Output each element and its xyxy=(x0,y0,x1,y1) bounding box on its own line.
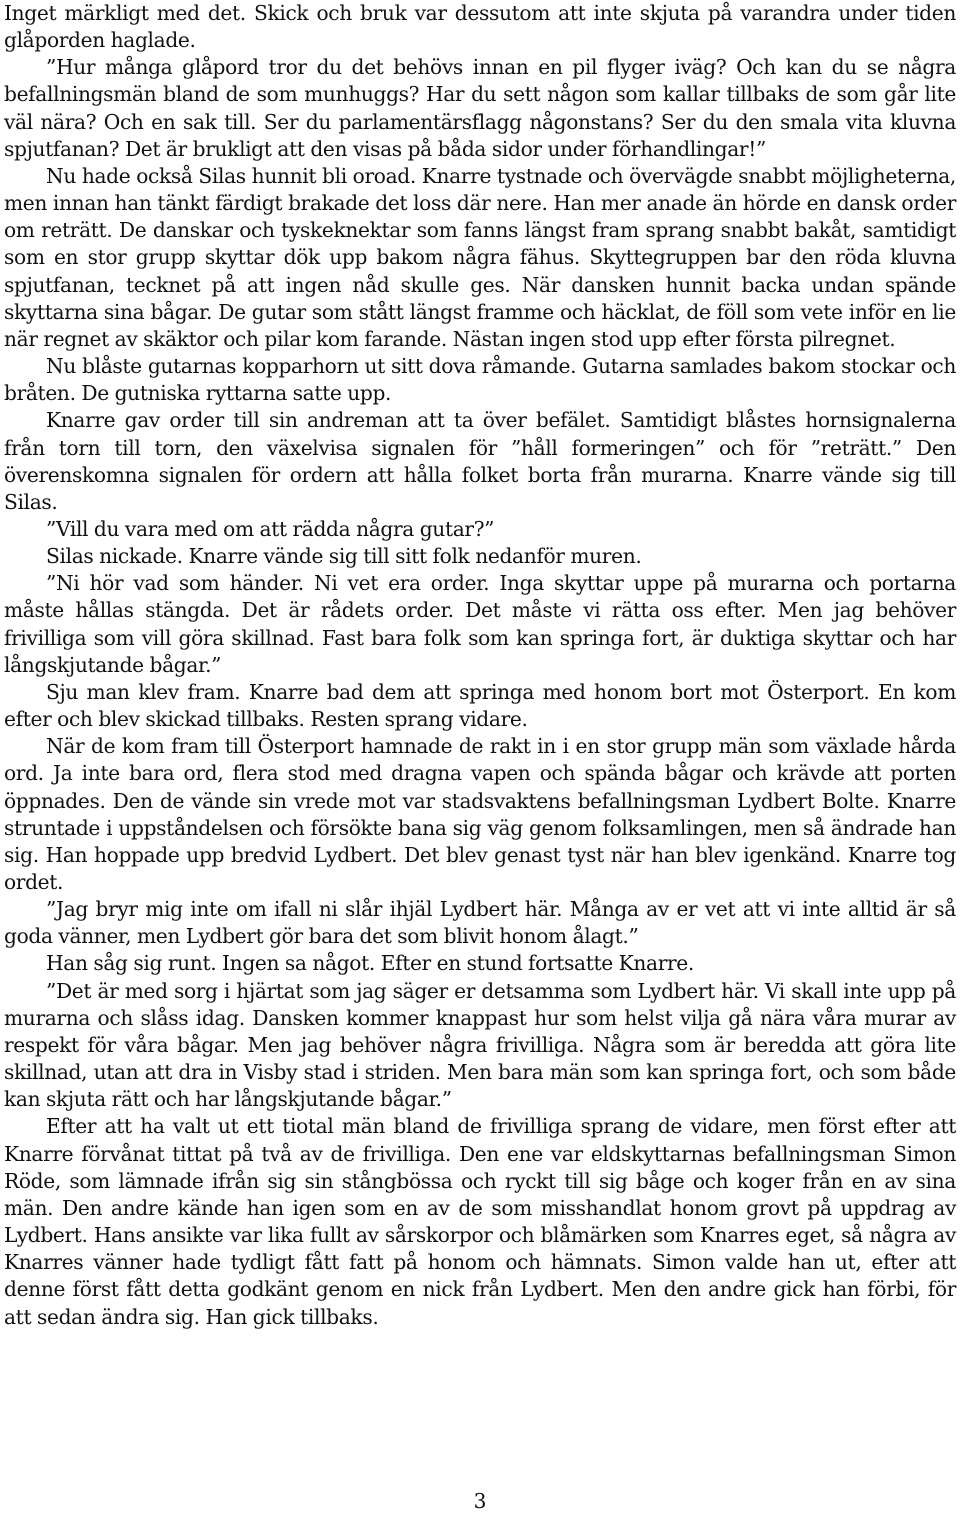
paragraph: ”Jag bryr mig inte om ifall ni slår ihjäl Lydbert här. Många av er vet att vi inte alltid är så goda vänner, men Lydbert gör bara det som blivit honom ålagt.” xyxy=(4,897,956,949)
paragraph: Knarre gav order till sin andreman att ta över befälet. Samtidigt blåstes hornsignalerna från torn till torn, den växelvisa signalen för ”håll formeringen” och för ”reträtt.” Den överenskomna signalen för ordern att hålla folket borta från murarna. Knarre vände sig till Silas. xyxy=(4,408,956,514)
paragraph: Nu blåste gutarnas kopparhorn ut sitt dova råmande. Gutarna samlades bakom stockar och bråten. De gutniska ryttarna satte upp. xyxy=(4,354,956,406)
paragraph: Efter att ha valt ut ett tiotal män bland de frivilliga sprang de vidare, men först efter att Knarre förvånat tittat på två av de frivilliga. Den ene var eldskyttarnas befallningsman Simon Röde, som lämnade ifrån sig sin stångbössa och ryckt till sig båge och koger från en av sina män. Den andre kände han igen som en av de som misshandlat honom grovt på uppdrag av Lydbert. Hans ansikte var lika fullt av sårskorpor och blåmärken som Knarres eget, så några av Knarres vänner hade tydligt fått fatt på honom och hämnats. Simon valde han ut, efter att denne först fått detta godkänt genom en nick från Lydbert. Men den andre gick han förbi, för att sedan ändra sig. Han gick tillbaks. xyxy=(4,1114,956,1329)
paragraph: ”Ni hör vad som händer. Ni vet era order. Inga skyttar uppe på murarna och portarna måste hållas stängda. Det är rådets order. Det måste vi rätta oss efter. Men jag behöver frivilliga som vill göra skillnad. Fast bara folk som kan springa fort, är duktiga skyttar och har långskjutande bågar.” xyxy=(4,571,956,677)
paragraph: När de kom fram till Österport hamnade de rakt in i en stor grupp män som växlade hårda ord. Ja inte bara ord, flera stod med dragna vapen och spända bågar och krävde att porten öppnades. Den de vände sin vrede mot var stadsvaktens befallningsman Lydbert Bolte. Knarre struntade i uppståndelsen och försökte bana sig väg genom folksamlingen, men så ändrade han sig. Han hoppade upp bredvid Lydbert. Det blev genast tyst när han blev igenkänd. Knarre tog ordet. xyxy=(4,734,956,894)
paragraph: Han såg sig runt. Ingen sa något. Efter en stund fortsatte Knarre. xyxy=(46,951,694,976)
document-page xyxy=(4,0,956,1331)
paragraph: ”Vill du vara med om att rädda några gutar?” xyxy=(46,516,495,541)
page-number: 3 xyxy=(473,1489,487,1513)
paragraph: Sju man klev fram. Knarre bad dem att springa med honom bort mot Österport. En kom efter och blev skickad tillbaks. Resten sprang vidare. xyxy=(4,679,956,732)
paragraph: Inget märkligt med det. Skick och bruk var dessutom att inte skjuta på varandra under tiden glåporden haglade. xyxy=(4,1,956,53)
paragraph: Nu hade också Silas hunnit bli oroad. Knarre tystnade och övervägde snabbt möjligheterna, men innan han tänkt färdigt brakade det loss där nere. Han mer anade än hörde en dansk order om reträtt. De danskar och tyskeknektar som fanns längst fram sprang snabbt bakåt, samtidigt som en stor grupp skyttar dök upp bakom några fähus. Skyttegruppen bar den röda kluvna spjutfanan, tecknet på att ingen nåd skulle ges. När dansken hunnit backa undan spände skyttarna sina bågar. De gutar som stått längst framme och häcklat, de föll som vete inför en lie när regnet av skäktor och pilar kom farande. Nästan ingen stod upp efter första pilregnet. xyxy=(4,163,956,351)
paragraph: ”Det är med sorg i hjärtat som jag säger er detsamma som Lydbert här. Vi skall inte upp på murarna och slåss idag. Dansken kommer knappast hur som helst vilja gå nära våra murar av respekt för våra bågar. Men jag behöver några frivilliga. Några som är beredda att göra lite skillnad, utan att dra in Visby stad i striden. Men bara män som kan springa fort, och som både kan skjuta rätt och har långskjutande bågar.” xyxy=(4,978,956,1112)
paragraph: Silas nickade. Knarre vände sig till sitt folk nedanför muren. xyxy=(46,544,642,569)
paragraph: ”Hur många glåpord tror du det behövs innan en pil flyger iväg? Och kan du se några befallningsmän bland de som munhuggs? Har du sett någon som kallar tillbaks de som går lite väl nära? Och en sak till. Ser du parlamentärsflagg någonstans? Ser du den smala vita kluvna spjutfanan? Det är brukligt att den visas på båda sidor under förhandlingar!” xyxy=(4,55,956,161)
